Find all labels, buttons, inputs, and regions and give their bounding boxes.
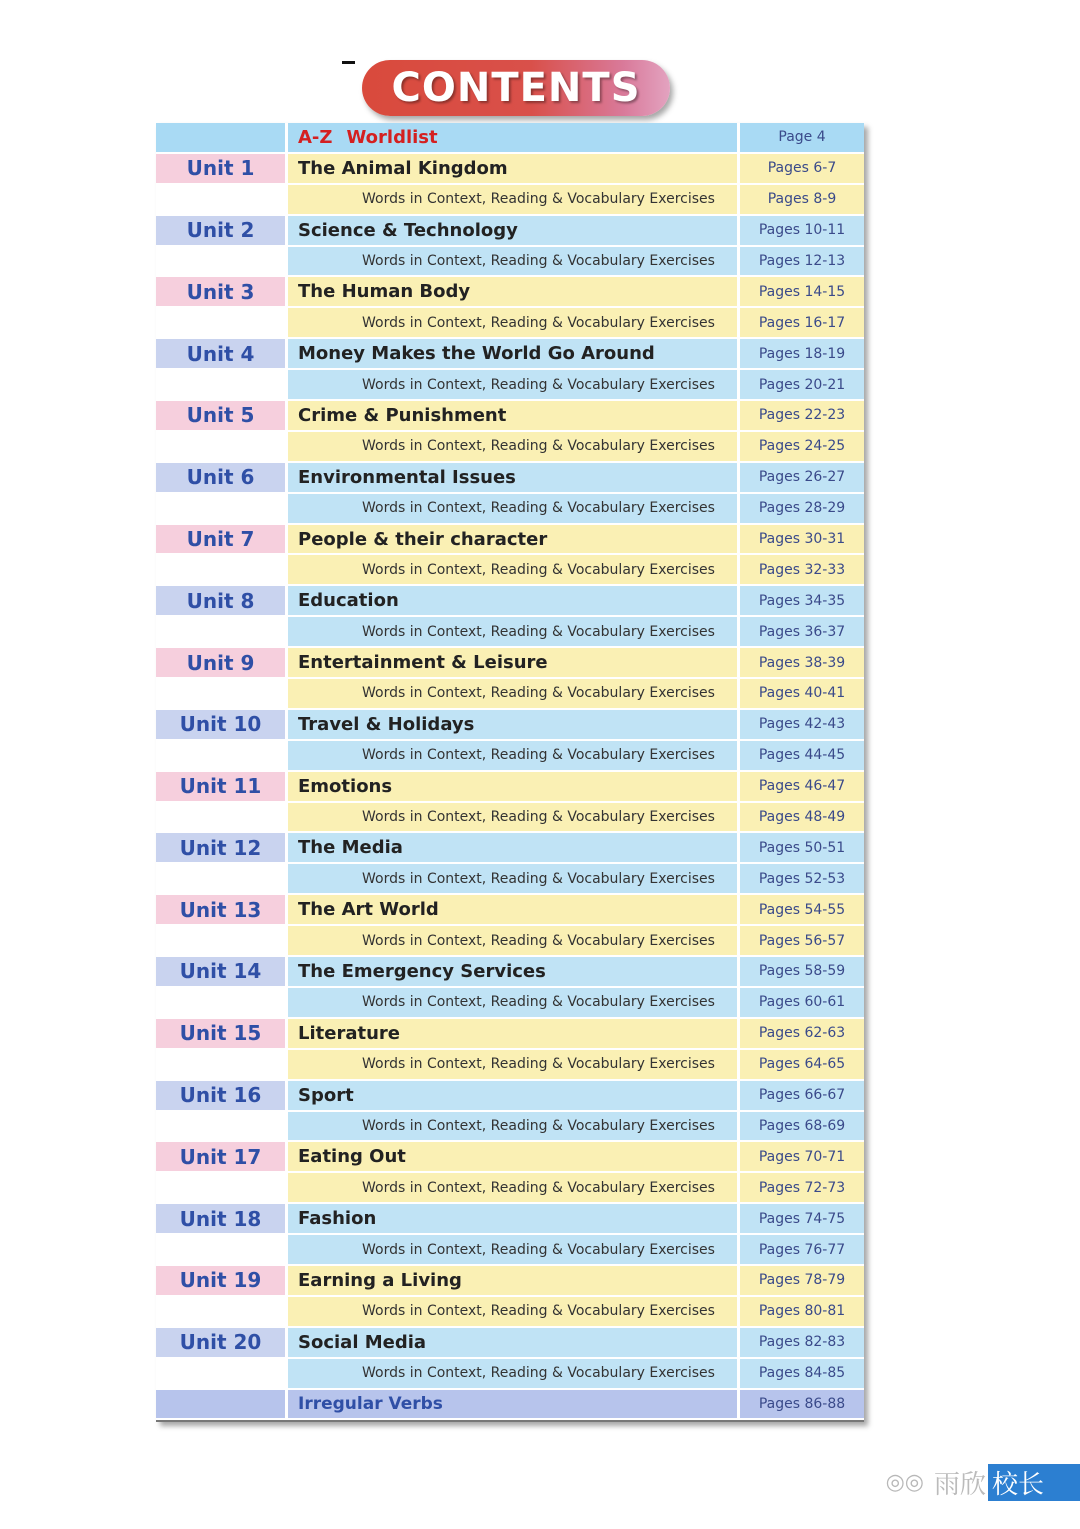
unit-title: Fashion (298, 1208, 377, 1230)
toc-row-exercises[interactable] (156, 494, 864, 525)
toc-row-unit[interactable] (156, 772, 864, 803)
unit-label: Unit 1 (186, 156, 255, 181)
unit-label: Unit 19 (179, 1268, 262, 1293)
unit-cell (156, 525, 288, 556)
toc-row-irregular-verbs[interactable] (156, 1390, 864, 1421)
toc-row-unit[interactable] (156, 1266, 864, 1297)
toc-row-unit[interactable] (156, 710, 864, 741)
toc-row-exercises[interactable] (156, 926, 864, 957)
exercise-pages: Pages 16-17 (740, 308, 864, 339)
wechat-icon: ◎◎ (885, 1469, 924, 1495)
exercise-pages: Pages 84-85 (740, 1359, 864, 1390)
unit-title: Entertainment & Leisure (298, 652, 548, 674)
unit-title-cell (288, 1081, 740, 1112)
exercise-title: Words in Context, Reading & Vocabulary Exercises (288, 864, 740, 895)
unit-cell (156, 1142, 288, 1173)
unit-pages: Pages 58-59 (740, 957, 864, 988)
exercise-unit-cell (156, 1297, 288, 1328)
unit-pages: Pages 62-63 (740, 1019, 864, 1050)
unit-title: Environmental Issues (298, 466, 516, 488)
exercise-unit-cell (156, 617, 288, 648)
exercise-title: Words in Context, Reading & Vocabulary Exercises (288, 988, 740, 1019)
unit-title-cell (288, 648, 740, 679)
exercise-pages: Pages 56-57 (740, 926, 864, 957)
exercise-unit-cell (156, 432, 288, 463)
exercise-title: Words in Context, Reading & Vocabulary Exercises (288, 1297, 740, 1328)
toc-row-worldlist[interactable] (156, 123, 864, 154)
toc-row-exercises[interactable] (156, 308, 864, 339)
toc-row-exercises[interactable] (156, 803, 864, 834)
unit-cell (156, 216, 288, 247)
unit-cell (156, 895, 288, 926)
exercise-title: Words in Context, Reading & Vocabulary Exercises (288, 432, 740, 463)
unit-label: Unit 9 (186, 650, 255, 675)
exercise-title: Words in Context, Reading & Vocabulary Exercises (288, 926, 740, 957)
toc-row-unit[interactable] (156, 525, 864, 556)
worldlist-page: Page 4 (740, 123, 864, 154)
toc-row-exercises[interactable] (156, 1173, 864, 1204)
watermark-text-1: 雨欣 (932, 1464, 988, 1501)
unit-cell (156, 1019, 288, 1050)
unit-pages: Pages 66-67 (740, 1081, 864, 1112)
exercise-title: Words in Context, Reading & Vocabulary Exercises (288, 494, 740, 525)
unit-pages: Pages 18-19 (740, 339, 864, 370)
exercise-pages: Pages 76-77 (740, 1235, 864, 1266)
unit-title-cell (288, 833, 740, 864)
unit-label: Unit 14 (179, 959, 262, 984)
unit-label: Unit 13 (179, 897, 262, 922)
unit-title: Education (298, 590, 399, 612)
toc-row-exercises[interactable] (156, 1050, 864, 1081)
unit-cell (156, 277, 288, 308)
unit-pages: Pages 22-23 (740, 401, 864, 432)
exercise-unit-cell (156, 247, 288, 278)
toc-row-unit[interactable] (156, 277, 864, 308)
unit-cell (156, 586, 288, 617)
exercise-title: Words in Context, Reading & Vocabulary Exercises (288, 1235, 740, 1266)
toc-row-unit[interactable] (156, 586, 864, 617)
unit-pages: Pages 46-47 (740, 772, 864, 803)
unit-pages: Pages 34-35 (740, 586, 864, 617)
unit-pages: Pages 54-55 (740, 895, 864, 926)
unit-title-cell (288, 216, 740, 247)
unit-title: Travel & Holidays (298, 713, 475, 735)
exercise-title: Words in Context, Reading & Vocabulary Exercises (288, 247, 740, 278)
unit-label: Unit 16 (179, 1083, 262, 1108)
exercise-pages: Pages 44-45 (740, 741, 864, 772)
unit-cell (156, 1328, 288, 1359)
unit-title: Money Makes the World Go Around (298, 343, 655, 365)
unit-title-cell (288, 1266, 740, 1297)
exercise-title: Words in Context, Reading & Vocabulary Exercises (288, 1112, 740, 1143)
exercise-unit-cell (156, 741, 288, 772)
unit-label: Unit 11 (179, 774, 262, 799)
exercise-pages: Pages 52-53 (740, 864, 864, 895)
unit-label: Unit 4 (186, 341, 255, 366)
unit-title: The Media (298, 837, 403, 859)
exercise-pages: Pages 8-9 (740, 185, 864, 216)
page-title: CONTENTS (391, 65, 641, 111)
exercise-pages: Pages 36-37 (740, 617, 864, 648)
toc-row-unit[interactable] (156, 957, 864, 988)
toc-row-exercises[interactable] (156, 679, 864, 710)
unit-label: Unit 12 (179, 835, 262, 860)
watermark-text-2: 校长 (988, 1464, 1080, 1501)
toc-row-unit[interactable] (156, 1204, 864, 1235)
unit-title-cell (288, 401, 740, 432)
unit-label: Unit 20 (179, 1330, 262, 1355)
unit-title: Eating Out (298, 1146, 406, 1168)
unit-label: Unit 5 (186, 403, 255, 428)
unit-pages: Pages 6-7 (740, 154, 864, 185)
exercise-pages: Pages 24-25 (740, 432, 864, 463)
footer-unit-cell (156, 1390, 288, 1421)
exercise-unit-cell (156, 864, 288, 895)
unit-title: Science & Technology (298, 219, 518, 241)
exercise-title: Words in Context, Reading & Vocabulary Exercises (288, 185, 740, 216)
toc-row-unit[interactable] (156, 1142, 864, 1173)
unit-pages: Pages 82-83 (740, 1328, 864, 1359)
exercise-unit-cell (156, 308, 288, 339)
unit-label: Unit 18 (179, 1206, 262, 1231)
worldlist-title-cell (288, 123, 740, 154)
unit-pages: Pages 30-31 (740, 525, 864, 556)
toc-row-unit[interactable] (156, 463, 864, 494)
unit-title-cell (288, 525, 740, 556)
exercise-unit-cell (156, 1050, 288, 1081)
unit-title: Crime & Punishment (298, 404, 507, 426)
irregular-verbs-label: Irregular Verbs (288, 1390, 740, 1421)
exercise-pages: Pages 64-65 (740, 1050, 864, 1081)
unit-title: Social Media (298, 1331, 427, 1353)
exercise-unit-cell (156, 1173, 288, 1204)
exercise-pages: Pages 12-13 (740, 247, 864, 278)
unit-title-cell (288, 586, 740, 617)
exercise-title: Words in Context, Reading & Vocabulary Exercises (288, 803, 740, 834)
unit-label: Unit 3 (186, 279, 255, 304)
unit-title: People & their character (298, 528, 548, 550)
unit-pages: Pages 42-43 (740, 710, 864, 741)
unit-title: The Emergency Services (298, 960, 546, 982)
unit-label: Unit 15 (179, 1021, 262, 1046)
unit-title-cell (288, 957, 740, 988)
toc-row-unit[interactable] (156, 339, 864, 370)
watermark (886, 1466, 1080, 1498)
unit-title: Earning a Living (298, 1269, 462, 1291)
unit-pages: Pages 14-15 (740, 277, 864, 308)
table-of-contents (156, 123, 864, 1422)
unit-title: The Art World (298, 899, 439, 921)
dash-mark (342, 61, 355, 64)
toc-units (156, 154, 864, 1390)
unit-cell (156, 957, 288, 988)
exercise-pages: Pages 28-29 (740, 494, 864, 525)
unit-title-cell (288, 1019, 740, 1050)
exercise-title: Words in Context, Reading & Vocabulary Exercises (288, 679, 740, 710)
toc-row-exercises[interactable] (156, 432, 864, 463)
exercise-unit-cell (156, 1235, 288, 1266)
toc-row-exercises[interactable] (156, 1235, 864, 1266)
exercise-pages: Pages 40-41 (740, 679, 864, 710)
unit-title-cell (288, 277, 740, 308)
exercise-unit-cell (156, 555, 288, 586)
exercise-pages: Pages 68-69 (740, 1112, 864, 1143)
unit-title-cell (288, 772, 740, 803)
unit-cell (156, 1081, 288, 1112)
exercise-unit-cell (156, 1112, 288, 1143)
unit-pages: Pages 10-11 (740, 216, 864, 247)
exercise-title: Words in Context, Reading & Vocabulary Exercises (288, 1173, 740, 1204)
exercise-pages: Pages 80-81 (740, 1297, 864, 1328)
exercise-title: Words in Context, Reading & Vocabulary Exercises (288, 370, 740, 401)
unit-cell (156, 339, 288, 370)
toc-row-unit[interactable] (156, 154, 864, 185)
unit-cell (156, 401, 288, 432)
unit-title: The Human Body (298, 281, 471, 303)
exercise-unit-cell (156, 185, 288, 216)
exercise-pages: Pages 20-21 (740, 370, 864, 401)
exercise-unit-cell (156, 926, 288, 957)
unit-title-cell (288, 463, 740, 494)
unit-title: Sport (298, 1084, 354, 1106)
unit-title: Emotions (298, 775, 393, 797)
exercise-unit-cell (156, 988, 288, 1019)
unit-label: Unit 6 (186, 465, 255, 490)
unit-label: Unit 8 (186, 588, 255, 613)
toc-row-exercises[interactable] (156, 617, 864, 648)
unit-title-cell (288, 1142, 740, 1173)
exercise-unit-cell (156, 803, 288, 834)
unit-pages: Pages 38-39 (740, 648, 864, 679)
toc-row-unit[interactable] (156, 895, 864, 926)
unit-title: Literature (298, 1022, 400, 1044)
unit-title-cell (288, 895, 740, 926)
unit-label: Unit 2 (186, 218, 255, 243)
exercise-pages: Pages 60-61 (740, 988, 864, 1019)
exercise-pages: Pages 32-33 (740, 555, 864, 586)
unit-label: Unit 17 (179, 1144, 262, 1169)
toc-row-unit[interactable] (156, 648, 864, 679)
unit-label: Unit 10 (179, 712, 262, 737)
unit-cell (156, 463, 288, 494)
contents-title-banner (362, 60, 670, 116)
unit-pages: Pages 26-27 (740, 463, 864, 494)
exercise-title: Words in Context, Reading & Vocabulary Exercises (288, 617, 740, 648)
toc-row-exercises[interactable] (156, 1359, 864, 1390)
toc-row-exercises[interactable] (156, 370, 864, 401)
unit-cell (156, 1266, 288, 1297)
worldlist-label: Worldlist (346, 126, 438, 148)
toc-row-exercises[interactable] (156, 988, 864, 1019)
toc-row-exercises[interactable] (156, 1297, 864, 1328)
unit-label: Unit 7 (186, 527, 255, 552)
toc-row-exercises[interactable] (156, 1112, 864, 1143)
unit-cell (156, 833, 288, 864)
unit-pages: Pages 78-79 (740, 1266, 864, 1297)
toc-row-exercises[interactable] (156, 555, 864, 586)
irregular-verbs-pages: Pages 86-88 (740, 1390, 864, 1421)
unit-title: The Animal Kingdom (298, 157, 508, 179)
unit-cell (156, 710, 288, 741)
unit-title-cell (288, 1328, 740, 1359)
exercise-title: Words in Context, Reading & Vocabulary Exercises (288, 1359, 740, 1390)
unit-title-cell (288, 154, 740, 185)
exercise-unit-cell (156, 679, 288, 710)
unit-pages: Pages 50-51 (740, 833, 864, 864)
az-label: A-Z (298, 126, 333, 148)
toc-row-exercises[interactable] (156, 864, 864, 895)
unit-cell (156, 154, 288, 185)
exercise-unit-cell (156, 370, 288, 401)
exercise-unit-cell (156, 494, 288, 525)
toc-row-unit[interactable] (156, 1081, 864, 1112)
exercise-title: Words in Context, Reading & Vocabulary Exercises (288, 308, 740, 339)
unit-cell (156, 772, 288, 803)
unit-title-cell (288, 710, 740, 741)
worldlist-unit-cell (156, 123, 288, 154)
toc-row-exercises[interactable] (156, 741, 864, 772)
exercise-title: Words in Context, Reading & Vocabulary Exercises (288, 741, 740, 772)
unit-pages: Pages 74-75 (740, 1204, 864, 1235)
unit-title-cell (288, 1204, 740, 1235)
exercise-pages: Pages 48-49 (740, 803, 864, 834)
toc-row-unit[interactable] (156, 833, 864, 864)
exercise-title: Words in Context, Reading & Vocabulary Exercises (288, 1050, 740, 1081)
unit-cell (156, 1204, 288, 1235)
exercise-title: Words in Context, Reading & Vocabulary Exercises (288, 555, 740, 586)
unit-cell (156, 648, 288, 679)
toc-row-unit[interactable] (156, 216, 864, 247)
unit-title-cell (288, 339, 740, 370)
toc-row-exercises[interactable] (156, 185, 864, 216)
toc-row-unit[interactable] (156, 1019, 864, 1050)
exercise-pages: Pages 72-73 (740, 1173, 864, 1204)
toc-row-unit[interactable] (156, 401, 864, 432)
toc-row-exercises[interactable] (156, 247, 864, 278)
unit-pages: Pages 70-71 (740, 1142, 864, 1173)
toc-row-unit[interactable] (156, 1328, 864, 1359)
exercise-unit-cell (156, 1359, 288, 1390)
